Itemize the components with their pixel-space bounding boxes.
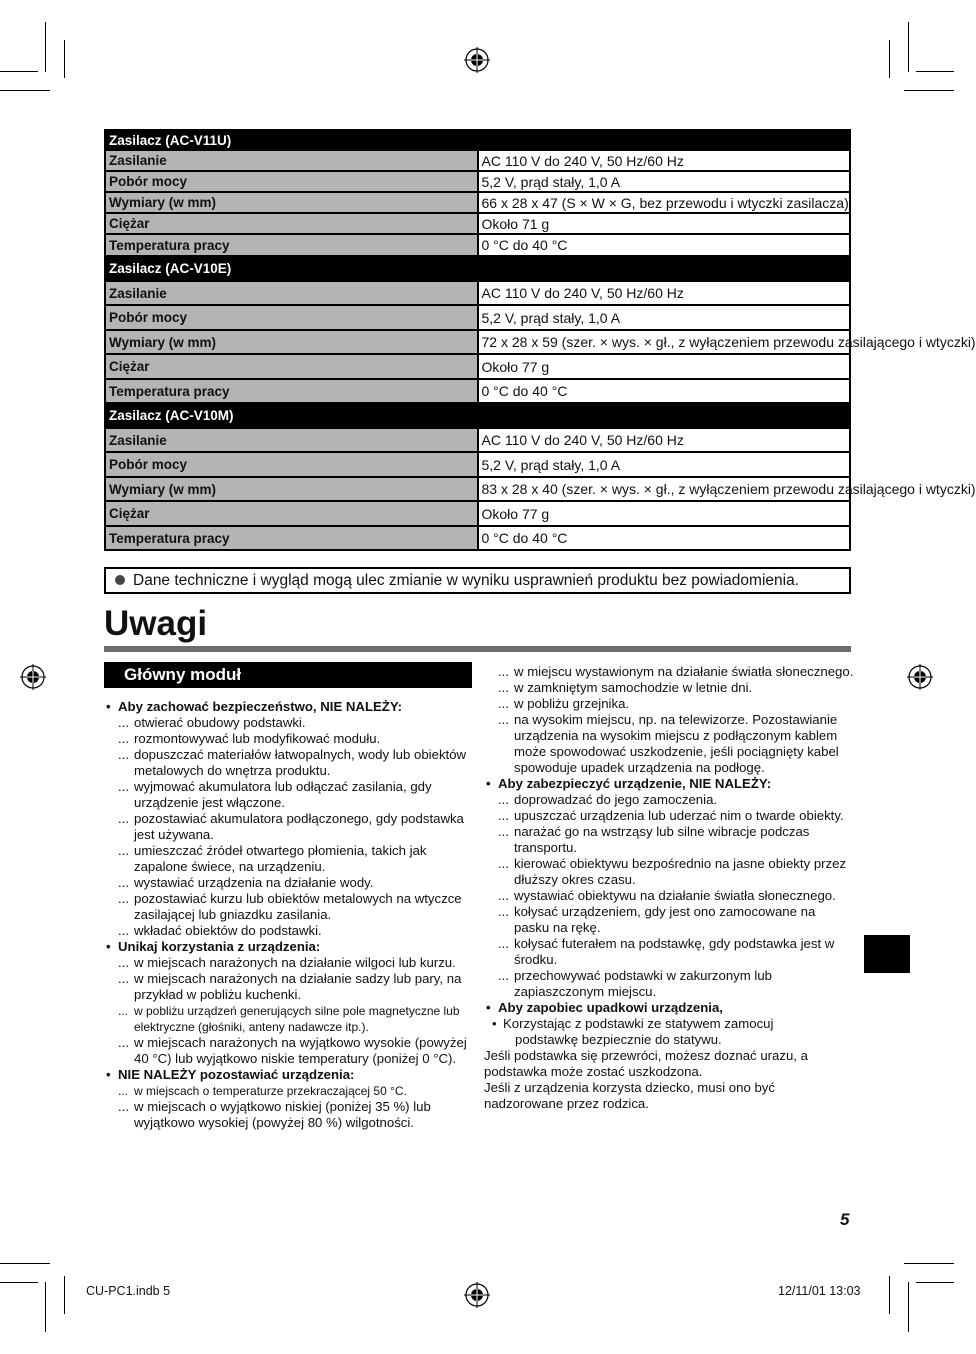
- crop-mark: [0, 1282, 38, 1283]
- spec-table: [104, 129, 976, 551]
- list-item: ... wystawiać obiektywu na działanie światła słonecznego.: [484, 888, 854, 904]
- list-heading: • NIE NALEŻY pozostawiać urządzenia:: [104, 1067, 474, 1083]
- list-heading: • Aby zachować bezpieczeństwo, NIE NALEŻY:: [104, 699, 474, 715]
- spec-label: Ciężar: [105, 213, 478, 234]
- spec-value: 0 °C do 40 °C: [478, 234, 851, 256]
- warning-paragraph: Jeśli podstawka się przewróci, możesz doznać urazu, a podstawka może zostać uszkodzona.: [484, 1048, 808, 1079]
- list-item: ... w pobliżu grzejnika.: [484, 696, 854, 712]
- registration-mark-icon: [464, 1282, 490, 1308]
- list-item: ... dopuszczać materiałów łatwopalnych, wody lub obiektów metalowych do wnętrza produktu.: [104, 747, 474, 779]
- spec-label: Pobór mocy: [105, 305, 478, 330]
- crop-mark: [45, 22, 46, 72]
- spec-label: Wymiary (w mm): [105, 330, 478, 354]
- spec-label: Pobór mocy: [105, 452, 478, 477]
- list-item: ... wkładać obiektów do podstawki.: [104, 923, 474, 939]
- crop-mark: [45, 1282, 46, 1332]
- crop-mark: [64, 40, 65, 78]
- section-heading-text: Główny moduł: [124, 665, 242, 684]
- spec-value: AC 110 V do 240 V, 50 Hz/60 Hz: [478, 428, 851, 452]
- section-tab-marker: [864, 935, 910, 973]
- list-item-line: podstawkę bezpiecznie do statywu.: [515, 1032, 722, 1047]
- list-item: ... w pobliżu urządzeń generujących silne pole magnetyczne lub elektryczne (głośniki, anteny nadawcze itp.).: [104, 1003, 474, 1035]
- spec-value: 0 °C do 40 °C: [478, 526, 851, 550]
- list-heading: • Aby zapobiec upadkowi urządzenia,: [484, 1000, 854, 1016]
- list-item: ... wystawiać urządzenia na działanie wody.: [104, 875, 474, 891]
- spec-label: Ciężar: [105, 501, 478, 526]
- list-item-line: • Korzystając z podstawki ze statywem zamocuj: [503, 1016, 774, 1031]
- list-item: ... w miejscach o temperaturze przekraczającej 50 °C.: [104, 1083, 474, 1099]
- list-item: ... kierować obiektywu bezpośrednio na jasne obiekty przez dłuższy okres czasu.: [484, 856, 854, 888]
- spec-label: Pobór mocy: [105, 171, 478, 192]
- list-item: ... otwierać obudowy podstawki.: [104, 715, 474, 731]
- list-heading: • Aby zabezpieczyć urządzenie, NIE NALEŻY:: [484, 776, 854, 792]
- section-heading: [104, 662, 472, 688]
- list-item: ... pozostawiać akumulatora podłączonego, gdy podstawka jest używana.: [104, 811, 474, 843]
- crop-mark: [0, 1263, 50, 1264]
- list-item: [484, 1016, 854, 1048]
- spec-value: Około 77 g: [478, 501, 851, 526]
- spec-label: Zasilanie: [105, 428, 478, 452]
- registration-mark-icon: [907, 664, 933, 690]
- spec-label: Zasilanie: [105, 281, 478, 305]
- crop-mark: [0, 71, 38, 72]
- spec-value: 5,2 V, prąd stały, 1,0 A: [478, 305, 851, 330]
- spec-value: 0 °C do 40 °C: [478, 379, 851, 403]
- spec-value: AC 110 V do 240 V, 50 Hz/60 Hz: [478, 150, 851, 171]
- spec-value: 83 x 28 x 40 (szer. × wys. × gł., z wyłączeniem przewodu zasilającego i wtyczki): [478, 477, 851, 501]
- crop-mark: [64, 1276, 65, 1314]
- crop-mark: [908, 22, 909, 72]
- right-column: [484, 664, 854, 1112]
- spec-value: Około 77 g: [478, 354, 851, 379]
- spec-value: 5,2 V, prąd stały, 1,0 A: [478, 171, 851, 192]
- list-item: ... umieszczać źródeł otwartego płomienia, takich jak zapalone świece, na urządzeniu.: [104, 843, 474, 875]
- spec-group-heading: Zasilacz (AC-V10M): [105, 403, 850, 428]
- crop-mark: [0, 90, 50, 91]
- crop-mark: [889, 40, 890, 78]
- spec-label: Temperatura pracy: [105, 379, 478, 403]
- spec-value: 5,2 V, prąd stały, 1,0 A: [478, 452, 851, 477]
- spec-group-heading: Zasilacz (AC-V10E): [105, 256, 850, 281]
- crop-mark: [916, 1282, 954, 1283]
- crop-mark: [889, 1276, 890, 1314]
- warning-paragraph: Jeśli z urządzenia korzysta dziecko, musi ono być nadzorowane przez rodzica.: [484, 1080, 775, 1111]
- notes-list: [484, 664, 854, 1048]
- spec-label: Temperatura pracy: [105, 234, 478, 256]
- list-item: ... rozmontowywać lub modyfikować modułu.: [104, 731, 474, 747]
- spec-value: 72 x 28 x 59 (szer. × wys. × gł., z wyłączeniem przewodu zasilającego i wtyczki): [478, 330, 851, 354]
- list-item: ... na wysokim miejscu, np. na telewizorze. Pozostawianie urządzenia na wysokim miejscu z podłączonym kablem może spowodować uszkodzenie, jeśli pociągnięty kabel spowoduje upadek urządzenia na podłogę.: [484, 712, 854, 776]
- spec-notice: [104, 567, 851, 594]
- list-item: ... w miejscach narażonych na działanie sadzy lub pary, na przykład w pobliżu kuchenki.: [104, 971, 474, 1003]
- registration-mark-icon: [20, 664, 46, 690]
- title-rule: [104, 646, 851, 652]
- crop-mark: [908, 1282, 909, 1332]
- spec-label: Temperatura pracy: [105, 526, 478, 550]
- list-item: ... doprowadzać do jego zamoczenia.: [484, 792, 854, 808]
- spec-label: Wymiary (w mm): [105, 477, 478, 501]
- footer-file: CU-PC1.indb 5: [86, 1284, 171, 1298]
- list-item: ... w miejscach narażonych na działanie wilgoci lub kurzu.: [104, 955, 474, 971]
- left-column: [104, 699, 474, 1131]
- list-item: ... przechowywać podstawki w zakurzonym lub zapiaszczonym miejscu.: [484, 968, 854, 1000]
- list-heading: • Unikaj korzystania z urządzenia:: [104, 939, 474, 955]
- crop-mark: [904, 90, 954, 91]
- list-item: ... upuszczać urządzenia lub uderzać nim o twarde obiekty.: [484, 808, 854, 824]
- bullet-dot-icon: [115, 575, 125, 585]
- crop-mark: [904, 1263, 954, 1264]
- list-item: ... wyjmować akumulatora lub odłączać zasilania, gdy urządzenie jest włączone.: [104, 779, 474, 811]
- spec-label: Wymiary (w mm): [105, 192, 478, 213]
- page-title: Uwagi: [104, 604, 208, 643]
- spec-value: Około 71 g: [478, 213, 851, 234]
- notes-list: [104, 699, 474, 1131]
- list-item: ... w miejscu wystawionym na działanie światła słonecznego.: [484, 664, 854, 680]
- registration-mark-icon: [464, 47, 490, 73]
- list-item: ... w miejscach o wyjątkowo niskiej (poniżej 35 %) lub wyjątkowo wysokiej (powyżej 80 %) wilgotności.: [104, 1099, 474, 1131]
- spec-value: 66 x 28 x 47 (S × W × G, bez przewodu i wtyczki zasilacza): [478, 192, 851, 213]
- spec-label: Zasilanie: [105, 150, 478, 171]
- crop-mark: [916, 71, 954, 72]
- list-item: ... pozostawiać kurzu lub obiektów metalowych na wtyczce zasilającej lub gniazdku zasilania.: [104, 891, 474, 923]
- list-item: ... w miejscach narażonych na wyjątkowo wysokie (powyżej 40 °C) lub wyjątkowo niskie temperatury (poniżej 0 °C).: [104, 1035, 474, 1067]
- notice-text: Dane techniczne i wygląd mogą ulec zmianie w wyniku usprawnień produktu bez powiadomienia.: [133, 572, 800, 589]
- list-item: ... kołysać urządzeniem, gdy jest ono zamocowane na pasku na rękę.: [484, 904, 854, 936]
- list-item: ... w zamkniętym samochodzie w letnie dni.: [484, 680, 854, 696]
- spec-label: Ciężar: [105, 354, 478, 379]
- page-number: 5: [840, 1210, 850, 1229]
- spec-value: AC 110 V do 240 V, 50 Hz/60 Hz: [478, 281, 851, 305]
- footer-timestamp: 12/11/01 13:03: [778, 1284, 861, 1298]
- list-item: ... kołysać futerałem na podstawkę, gdy podstawka jest w środku.: [484, 936, 854, 968]
- spec-group-heading: Zasilacz (AC-V11U): [105, 130, 850, 150]
- list-item: ... narażać go na wstrząsy lub silne wibracje podczas transportu.: [484, 824, 854, 856]
